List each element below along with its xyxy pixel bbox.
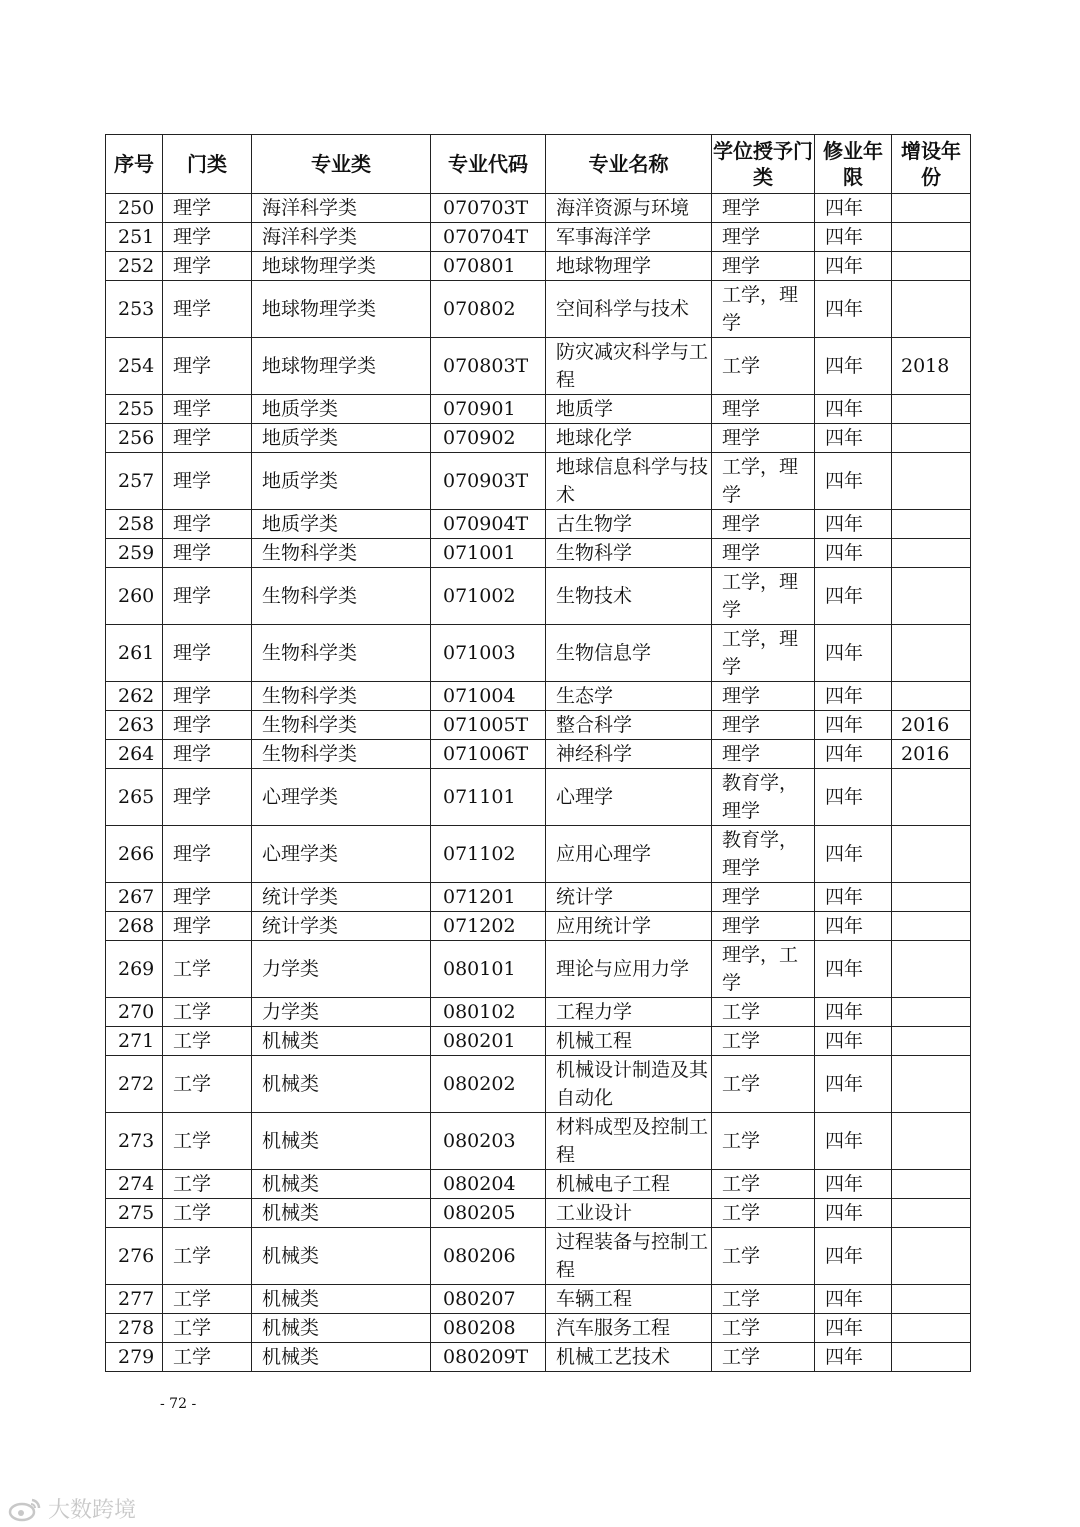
cell-code: 071006T bbox=[431, 740, 546, 769]
header-seq: 序号 bbox=[106, 135, 163, 194]
cell-major-class: 力学类 bbox=[252, 998, 431, 1027]
cell-degree: 工学，理学 bbox=[712, 453, 815, 510]
cell-duration: 四年 bbox=[815, 1343, 892, 1372]
table-row bbox=[106, 568, 971, 625]
cell-degree: 理学 bbox=[712, 194, 815, 223]
cell-code: 070801 bbox=[431, 252, 546, 281]
cell-degree: 教育学，理学 bbox=[712, 769, 815, 826]
cell-code: 080201 bbox=[431, 1027, 546, 1056]
cell-name: 统计学 bbox=[546, 883, 712, 912]
cell-seq: 263 bbox=[106, 711, 163, 740]
cell-code: 070902 bbox=[431, 424, 546, 453]
table-body bbox=[106, 194, 971, 1372]
cell-name: 生物技术 bbox=[546, 568, 712, 625]
cell-major-class: 地球物理学类 bbox=[252, 338, 431, 395]
cell-seq: 276 bbox=[106, 1228, 163, 1285]
cell-code: 080205 bbox=[431, 1199, 546, 1228]
table-row bbox=[106, 1343, 971, 1372]
cell-category: 工学 bbox=[163, 1113, 252, 1170]
cell-seq: 252 bbox=[106, 252, 163, 281]
cell-name: 机械电子工程 bbox=[546, 1170, 712, 1199]
cell-duration: 四年 bbox=[815, 998, 892, 1027]
cell-category: 理学 bbox=[163, 194, 252, 223]
cell-duration: 四年 bbox=[815, 453, 892, 510]
header-code: 专业代码 bbox=[431, 135, 546, 194]
cell-year-added bbox=[892, 1056, 971, 1113]
cell-code: 080202 bbox=[431, 1056, 546, 1113]
cell-duration: 四年 bbox=[815, 568, 892, 625]
table-row bbox=[106, 453, 971, 510]
cell-seq: 258 bbox=[106, 510, 163, 539]
cell-degree: 理学 bbox=[712, 883, 815, 912]
table-row bbox=[106, 941, 971, 998]
cell-category: 理学 bbox=[163, 625, 252, 682]
header-degree: 学位授予门类 bbox=[712, 135, 815, 194]
table-row bbox=[106, 1113, 971, 1170]
cell-category: 理学 bbox=[163, 711, 252, 740]
cell-duration: 四年 bbox=[815, 1199, 892, 1228]
table-row bbox=[106, 424, 971, 453]
table-row bbox=[106, 281, 971, 338]
cell-category: 理学 bbox=[163, 453, 252, 510]
cell-duration: 四年 bbox=[815, 1170, 892, 1199]
table-row bbox=[106, 1285, 971, 1314]
table-row bbox=[106, 711, 971, 740]
cell-seq: 264 bbox=[106, 740, 163, 769]
cell-code: 071003 bbox=[431, 625, 546, 682]
cell-seq: 251 bbox=[106, 223, 163, 252]
cell-seq: 255 bbox=[106, 395, 163, 424]
cell-category: 理学 bbox=[163, 395, 252, 424]
cell-code: 080208 bbox=[431, 1314, 546, 1343]
cell-degree: 理学 bbox=[712, 510, 815, 539]
cell-degree: 理学 bbox=[712, 682, 815, 711]
cell-category: 理学 bbox=[163, 338, 252, 395]
cell-year-added bbox=[892, 281, 971, 338]
cell-duration: 四年 bbox=[815, 826, 892, 883]
table-row bbox=[106, 912, 971, 941]
cell-seq: 254 bbox=[106, 338, 163, 395]
cell-major-class: 海洋科学类 bbox=[252, 194, 431, 223]
cell-seq: 273 bbox=[106, 1113, 163, 1170]
cell-category: 工学 bbox=[163, 1285, 252, 1314]
cell-major-class: 机械类 bbox=[252, 1285, 431, 1314]
cell-seq: 274 bbox=[106, 1170, 163, 1199]
cell-degree: 理学 bbox=[712, 711, 815, 740]
table-row bbox=[106, 395, 971, 424]
cell-name: 空间科学与技术 bbox=[546, 281, 712, 338]
cell-year-added bbox=[892, 424, 971, 453]
cell-major-class: 海洋科学类 bbox=[252, 223, 431, 252]
table-row bbox=[106, 1199, 971, 1228]
cell-year-added bbox=[892, 223, 971, 252]
cell-year-added bbox=[892, 1285, 971, 1314]
cell-degree: 理学 bbox=[712, 912, 815, 941]
cell-category: 理学 bbox=[163, 568, 252, 625]
cell-category: 理学 bbox=[163, 682, 252, 711]
table-header-row bbox=[106, 135, 971, 194]
weibo-logo-icon bbox=[8, 1496, 42, 1522]
cell-category: 理学 bbox=[163, 252, 252, 281]
cell-name: 应用统计学 bbox=[546, 912, 712, 941]
cell-category: 工学 bbox=[163, 1343, 252, 1372]
table-row bbox=[106, 539, 971, 568]
cell-degree: 工学 bbox=[712, 1314, 815, 1343]
cell-code: 071201 bbox=[431, 883, 546, 912]
cell-code: 070803T bbox=[431, 338, 546, 395]
cell-year-added bbox=[892, 510, 971, 539]
cell-seq: 265 bbox=[106, 769, 163, 826]
cell-duration: 四年 bbox=[815, 769, 892, 826]
header-duration: 修业年限 bbox=[815, 135, 892, 194]
watermark bbox=[8, 1493, 136, 1524]
cell-category: 理学 bbox=[163, 539, 252, 568]
cell-duration: 四年 bbox=[815, 912, 892, 941]
cell-year-added bbox=[892, 1228, 971, 1285]
cell-degree: 工学 bbox=[712, 1228, 815, 1285]
cell-code: 071005T bbox=[431, 711, 546, 740]
cell-duration: 四年 bbox=[815, 424, 892, 453]
header-major-class: 专业类 bbox=[252, 135, 431, 194]
cell-seq: 278 bbox=[106, 1314, 163, 1343]
cell-name: 生物信息学 bbox=[546, 625, 712, 682]
cell-degree: 理学 bbox=[712, 252, 815, 281]
cell-seq: 269 bbox=[106, 941, 163, 998]
table-row bbox=[106, 338, 971, 395]
cell-seq: 268 bbox=[106, 912, 163, 941]
cell-seq: 260 bbox=[106, 568, 163, 625]
cell-degree: 理学 bbox=[712, 740, 815, 769]
cell-major-class: 生物科学类 bbox=[252, 539, 431, 568]
cell-year-added bbox=[892, 1314, 971, 1343]
cell-name: 理论与应用力学 bbox=[546, 941, 712, 998]
cell-category: 工学 bbox=[163, 1170, 252, 1199]
cell-year-added bbox=[892, 1113, 971, 1170]
cell-name: 材料成型及控制工程 bbox=[546, 1113, 712, 1170]
cell-code: 070704T bbox=[431, 223, 546, 252]
cell-degree: 工学 bbox=[712, 1199, 815, 1228]
cell-year-added bbox=[892, 1343, 971, 1372]
cell-major-class: 机械类 bbox=[252, 1228, 431, 1285]
cell-name: 生态学 bbox=[546, 682, 712, 711]
page-number: - 72 - bbox=[160, 1396, 197, 1412]
cell-name: 工程力学 bbox=[546, 998, 712, 1027]
table-row bbox=[106, 998, 971, 1027]
cell-category: 工学 bbox=[163, 1199, 252, 1228]
cell-name: 心理学 bbox=[546, 769, 712, 826]
cell-year-added: 2018 bbox=[892, 338, 971, 395]
cell-year-added bbox=[892, 941, 971, 998]
table-row bbox=[106, 1170, 971, 1199]
cell-name: 防灾减灾科学与工程 bbox=[546, 338, 712, 395]
cell-year-added bbox=[892, 769, 971, 826]
cell-seq: 270 bbox=[106, 998, 163, 1027]
cell-degree: 理学 bbox=[712, 223, 815, 252]
cell-duration: 四年 bbox=[815, 194, 892, 223]
table-row bbox=[106, 1228, 971, 1285]
cell-year-added: 2016 bbox=[892, 740, 971, 769]
table-row bbox=[106, 740, 971, 769]
cell-duration: 四年 bbox=[815, 682, 892, 711]
majors-table bbox=[105, 134, 971, 1372]
table-row bbox=[106, 252, 971, 281]
cell-category: 理学 bbox=[163, 510, 252, 539]
cell-duration: 四年 bbox=[815, 883, 892, 912]
cell-degree: 理学 bbox=[712, 539, 815, 568]
cell-category: 理学 bbox=[163, 883, 252, 912]
cell-category: 工学 bbox=[163, 998, 252, 1027]
cell-duration: 四年 bbox=[815, 1314, 892, 1343]
cell-code: 080207 bbox=[431, 1285, 546, 1314]
cell-duration: 四年 bbox=[815, 1285, 892, 1314]
table-row bbox=[106, 510, 971, 539]
cell-major-class: 统计学类 bbox=[252, 912, 431, 941]
cell-seq: 253 bbox=[106, 281, 163, 338]
cell-name: 汽车服务工程 bbox=[546, 1314, 712, 1343]
cell-seq: 267 bbox=[106, 883, 163, 912]
cell-major-class: 机械类 bbox=[252, 1113, 431, 1170]
cell-major-class: 生物科学类 bbox=[252, 682, 431, 711]
cell-year-added bbox=[892, 998, 971, 1027]
table-row bbox=[106, 1027, 971, 1056]
cell-code: 071202 bbox=[431, 912, 546, 941]
cell-major-class: 地质学类 bbox=[252, 395, 431, 424]
cell-degree: 工学 bbox=[712, 998, 815, 1027]
cell-major-class: 统计学类 bbox=[252, 883, 431, 912]
cell-code: 071001 bbox=[431, 539, 546, 568]
cell-duration: 四年 bbox=[815, 740, 892, 769]
cell-name: 海洋资源与环境 bbox=[546, 194, 712, 223]
cell-name: 整合科学 bbox=[546, 711, 712, 740]
cell-code: 080203 bbox=[431, 1113, 546, 1170]
cell-category: 理学 bbox=[163, 912, 252, 941]
cell-duration: 四年 bbox=[815, 223, 892, 252]
cell-major-class: 地质学类 bbox=[252, 453, 431, 510]
cell-name: 机械工艺技术 bbox=[546, 1343, 712, 1372]
cell-major-class: 地质学类 bbox=[252, 424, 431, 453]
cell-major-class: 机械类 bbox=[252, 1314, 431, 1343]
watermark-text: 大数跨境 bbox=[48, 1498, 137, 1523]
table-row bbox=[106, 826, 971, 883]
cell-seq: 275 bbox=[106, 1199, 163, 1228]
cell-category: 理学 bbox=[163, 223, 252, 252]
cell-year-added bbox=[892, 826, 971, 883]
cell-seq: 256 bbox=[106, 424, 163, 453]
cell-seq: 259 bbox=[106, 539, 163, 568]
cell-duration: 四年 bbox=[815, 281, 892, 338]
cell-name: 机械设计制造及其自动化 bbox=[546, 1056, 712, 1113]
cell-code: 071002 bbox=[431, 568, 546, 625]
cell-category: 理学 bbox=[163, 769, 252, 826]
cell-major-class: 机械类 bbox=[252, 1170, 431, 1199]
table-row bbox=[106, 194, 971, 223]
cell-category: 理学 bbox=[163, 281, 252, 338]
cell-degree: 工学 bbox=[712, 1113, 815, 1170]
cell-year-added bbox=[892, 883, 971, 912]
cell-degree: 理学，工学 bbox=[712, 941, 815, 998]
cell-degree: 工学 bbox=[712, 1027, 815, 1056]
cell-major-class: 机械类 bbox=[252, 1343, 431, 1372]
cell-name: 地球物理学 bbox=[546, 252, 712, 281]
cell-duration: 四年 bbox=[815, 1113, 892, 1170]
cell-category: 工学 bbox=[163, 1027, 252, 1056]
cell-duration: 四年 bbox=[815, 625, 892, 682]
cell-code: 071102 bbox=[431, 826, 546, 883]
cell-name: 神经科学 bbox=[546, 740, 712, 769]
cell-degree: 工学 bbox=[712, 1285, 815, 1314]
table-row bbox=[106, 223, 971, 252]
cell-duration: 四年 bbox=[815, 510, 892, 539]
table-row bbox=[106, 883, 971, 912]
cell-major-class: 机械类 bbox=[252, 1199, 431, 1228]
cell-major-class: 地质学类 bbox=[252, 510, 431, 539]
cell-seq: 250 bbox=[106, 194, 163, 223]
cell-year-added bbox=[892, 912, 971, 941]
table-row bbox=[106, 682, 971, 711]
cell-seq: 257 bbox=[106, 453, 163, 510]
table-row bbox=[106, 1314, 971, 1343]
cell-name: 军事海洋学 bbox=[546, 223, 712, 252]
cell-code: 080204 bbox=[431, 1170, 546, 1199]
cell-code: 071004 bbox=[431, 682, 546, 711]
cell-year-added bbox=[892, 252, 971, 281]
cell-major-class: 心理学类 bbox=[252, 769, 431, 826]
cell-seq: 262 bbox=[106, 682, 163, 711]
cell-code: 071101 bbox=[431, 769, 546, 826]
cell-category: 工学 bbox=[163, 1056, 252, 1113]
cell-major-class: 地球物理学类 bbox=[252, 281, 431, 338]
cell-code: 070904T bbox=[431, 510, 546, 539]
cell-year-added bbox=[892, 539, 971, 568]
cell-category: 工学 bbox=[163, 1228, 252, 1285]
cell-year-added: 2016 bbox=[892, 711, 971, 740]
cell-major-class: 地球物理学类 bbox=[252, 252, 431, 281]
header-year-added: 增设年份 bbox=[892, 135, 971, 194]
cell-name: 机械工程 bbox=[546, 1027, 712, 1056]
cell-degree: 工学，理学 bbox=[712, 625, 815, 682]
cell-year-added bbox=[892, 194, 971, 223]
cell-degree: 工学 bbox=[712, 1343, 815, 1372]
cell-name: 古生物学 bbox=[546, 510, 712, 539]
cell-duration: 四年 bbox=[815, 1056, 892, 1113]
cell-duration: 四年 bbox=[815, 941, 892, 998]
cell-duration: 四年 bbox=[815, 1228, 892, 1285]
cell-name: 地球化学 bbox=[546, 424, 712, 453]
cell-degree: 工学 bbox=[712, 1170, 815, 1199]
cell-degree: 工学，理学 bbox=[712, 568, 815, 625]
cell-name: 工业设计 bbox=[546, 1199, 712, 1228]
cell-seq: 272 bbox=[106, 1056, 163, 1113]
table-row bbox=[106, 769, 971, 826]
cell-degree: 工学 bbox=[712, 1056, 815, 1113]
cell-name: 地质学 bbox=[546, 395, 712, 424]
cell-year-added bbox=[892, 568, 971, 625]
cell-seq: 261 bbox=[106, 625, 163, 682]
cell-year-added bbox=[892, 625, 971, 682]
cell-duration: 四年 bbox=[815, 711, 892, 740]
cell-name: 应用心理学 bbox=[546, 826, 712, 883]
cell-degree: 工学，理学 bbox=[712, 281, 815, 338]
cell-degree: 理学 bbox=[712, 395, 815, 424]
cell-major-class: 机械类 bbox=[252, 1056, 431, 1113]
cell-year-added bbox=[892, 453, 971, 510]
cell-major-class: 生物科学类 bbox=[252, 740, 431, 769]
cell-category: 工学 bbox=[163, 941, 252, 998]
cell-code: 070903T bbox=[431, 453, 546, 510]
cell-major-class: 机械类 bbox=[252, 1027, 431, 1056]
cell-year-added bbox=[892, 1199, 971, 1228]
cell-name: 生物科学 bbox=[546, 539, 712, 568]
cell-category: 理学 bbox=[163, 424, 252, 453]
cell-major-class: 生物科学类 bbox=[252, 625, 431, 682]
cell-code: 070703T bbox=[431, 194, 546, 223]
cell-code: 080206 bbox=[431, 1228, 546, 1285]
table-row bbox=[106, 625, 971, 682]
cell-duration: 四年 bbox=[815, 539, 892, 568]
cell-major-class: 生物科学类 bbox=[252, 568, 431, 625]
cell-degree: 理学 bbox=[712, 424, 815, 453]
header-name: 专业名称 bbox=[546, 135, 712, 194]
table-row bbox=[106, 1056, 971, 1113]
header-category: 门类 bbox=[163, 135, 252, 194]
cell-category: 理学 bbox=[163, 740, 252, 769]
cell-duration: 四年 bbox=[815, 252, 892, 281]
cell-duration: 四年 bbox=[815, 1027, 892, 1056]
cell-major-class: 心理学类 bbox=[252, 826, 431, 883]
cell-duration: 四年 bbox=[815, 338, 892, 395]
cell-code: 070901 bbox=[431, 395, 546, 424]
cell-duration: 四年 bbox=[815, 395, 892, 424]
cell-year-added bbox=[892, 1170, 971, 1199]
cell-degree: 工学 bbox=[712, 338, 815, 395]
cell-seq: 277 bbox=[106, 1285, 163, 1314]
cell-name: 地球信息科学与技术 bbox=[546, 453, 712, 510]
cell-seq: 271 bbox=[106, 1027, 163, 1056]
cell-major-class: 生物科学类 bbox=[252, 711, 431, 740]
cell-degree: 教育学，理学 bbox=[712, 826, 815, 883]
cell-code: 080101 bbox=[431, 941, 546, 998]
cell-code: 070802 bbox=[431, 281, 546, 338]
cell-seq: 279 bbox=[106, 1343, 163, 1372]
cell-name: 过程装备与控制工程 bbox=[546, 1228, 712, 1285]
cell-seq: 266 bbox=[106, 826, 163, 883]
cell-major-class: 力学类 bbox=[252, 941, 431, 998]
cell-year-added bbox=[892, 682, 971, 711]
cell-code: 080102 bbox=[431, 998, 546, 1027]
cell-year-added bbox=[892, 395, 971, 424]
cell-name: 车辆工程 bbox=[546, 1285, 712, 1314]
cell-code: 080209T bbox=[431, 1343, 546, 1372]
cell-year-added bbox=[892, 1027, 971, 1056]
cell-category: 工学 bbox=[163, 1314, 252, 1343]
cell-category: 理学 bbox=[163, 826, 252, 883]
